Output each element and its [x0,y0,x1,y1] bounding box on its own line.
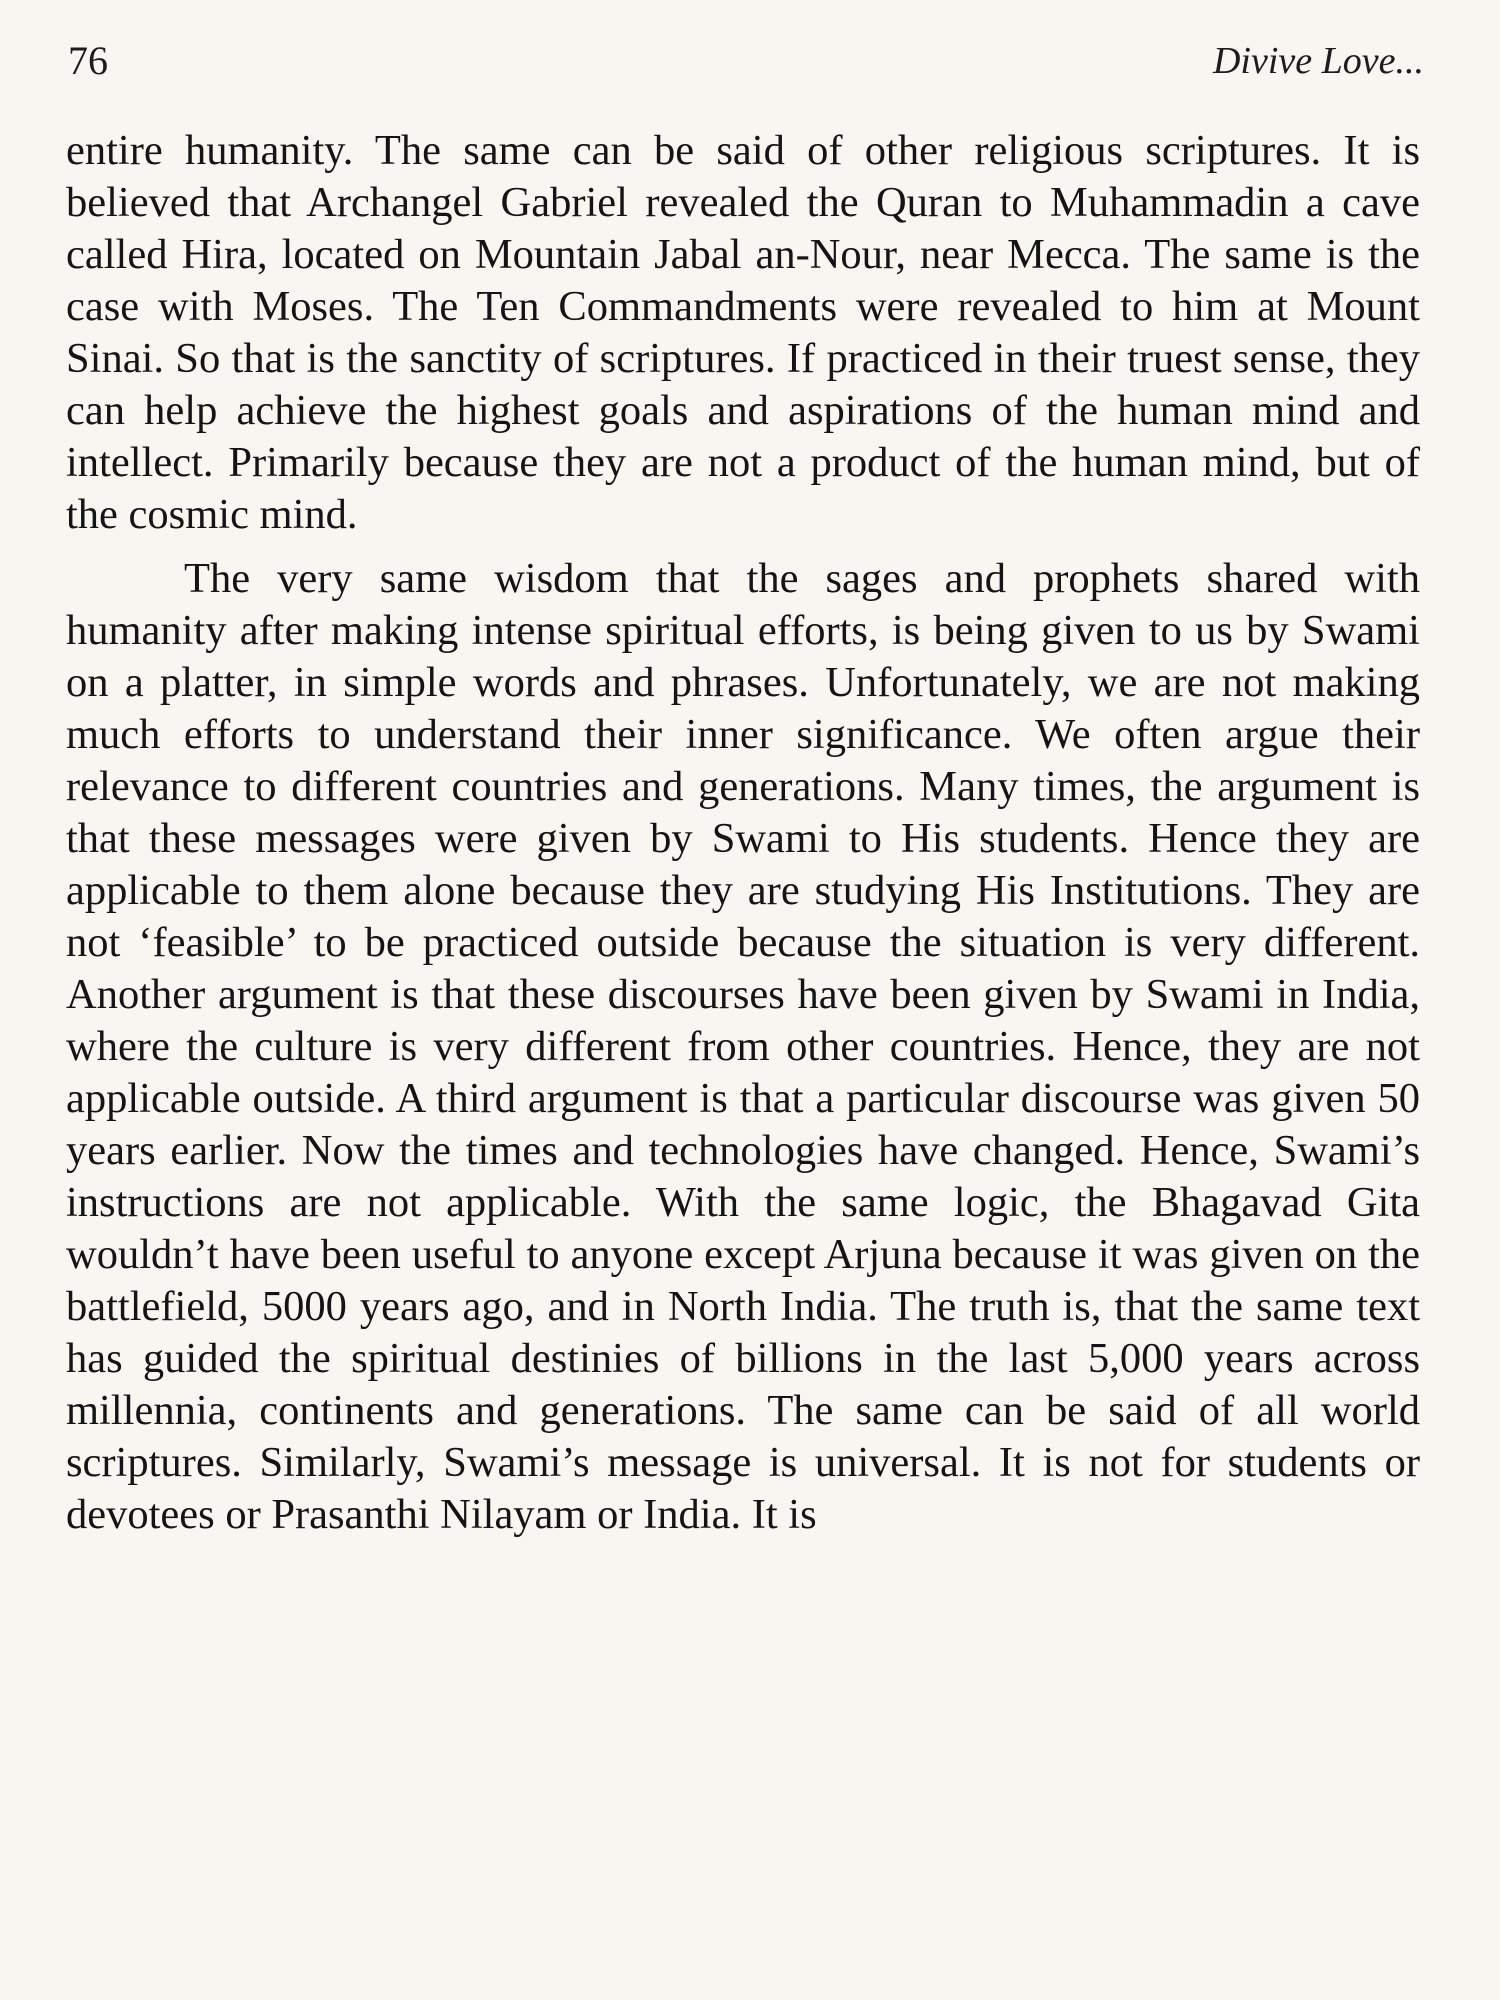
paragraph: The very same wisdom that the sages and prophets shared with humanity after making intense spiritual efforts, is being given to us by Swami on a platter, in simple words and phrases. Unfortunately, we are not making much efforts to understand their inner significance. We often argue their relevance to different countries and generations. Many times, the argument is that these messages were given by Swami to His students. Hence they are applicable to them alone because they are studying His Institutions. They are not ‘feasible’ to be practiced outside because the situation is very different. Another argument is that these discourses have been given by Swami in India, where the culture is very different from other countries. Hence, they are not applicable outside. A third argument is that a particular discourse was given 50 years earlier. Now the times and technologies have changed. Hence, Swami’s instructions are not applicable. With the same logic, the Bhagavad Gita wouldn’t have been useful to anyone except Arjuna because it was given on the battlefield, 5000 years ago, and in North India. The truth is, that the same text has guided the spiritual destinies of billions in the last 5,000 years across millennia, continents and generations. The same can be said of all world scriptures. Similarly, Swami’s message is universal. It is not for students or devotees or Prasanthi Nilayam or India. It is [66,555,1420,1538]
paragraph-continuation: entire humanity. The same can be said of other religious scriptures. It is believed that Archangel Gabriel revealed the Quran to Muhammadin a cave called Hira, located on Mountain Jabal an-Nour, near Mecca. The same is the case with Moses. The Ten Commandments were revealed to him at Mount Sinai. So that is the sanctity of scriptures. If practiced in their truest sense, they can help achieve the highest goals and aspirations of the human mind and intellect. Primarily because they are not a product of the human mind, but of the cosmic mind. [66,127,1420,538]
running-head: Divive Love... [1212,40,1424,82]
page-header [68,30,1424,90]
body-text [66,125,1420,1541]
page-number: 76 [68,38,108,83]
